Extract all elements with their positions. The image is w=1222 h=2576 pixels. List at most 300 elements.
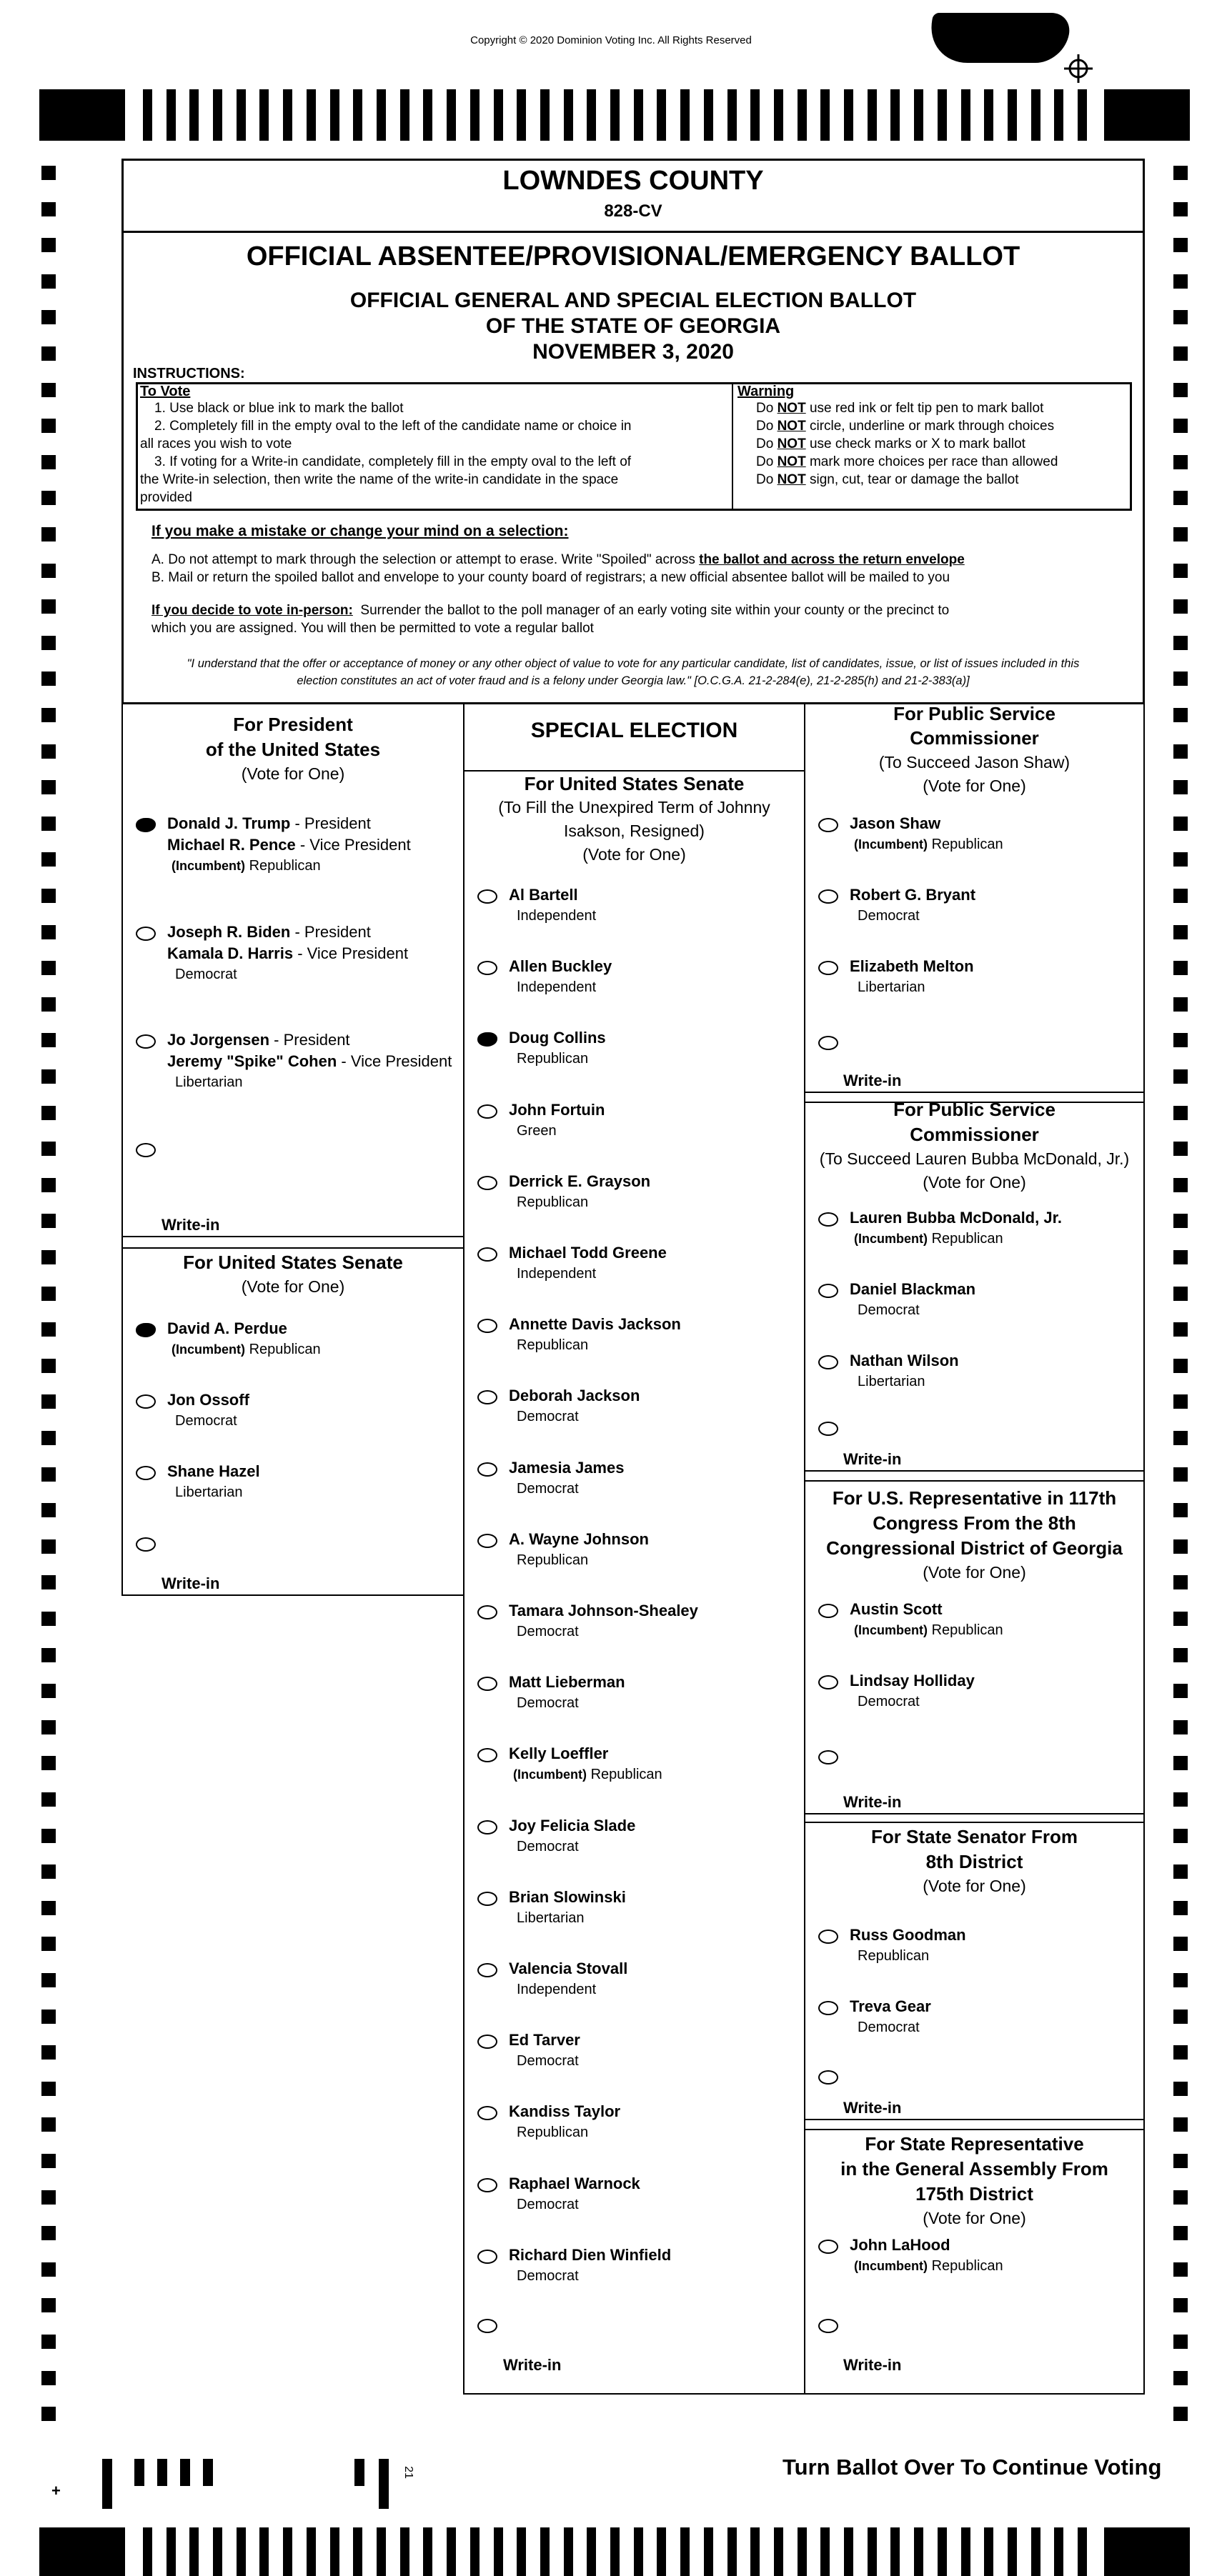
party-treva-gear: Democrat xyxy=(858,2020,920,2036)
vote-oval-kandiss-taylor[interactable] xyxy=(477,2106,497,2120)
side-mark xyxy=(1173,599,1188,614)
to-vote-2b: all races you wish to vote xyxy=(140,436,292,451)
side-mark xyxy=(41,1973,56,1987)
party-jorgensen: Libertarian xyxy=(175,1074,243,1090)
side-mark xyxy=(1173,238,1188,252)
timing-bar xyxy=(237,89,246,141)
side-mark xyxy=(1173,997,1188,1012)
vote-oval-nathan-wilson[interactable] xyxy=(818,1355,838,1369)
state-rep-vote-for: (Vote for One) xyxy=(923,2209,1026,2227)
candidate-deborah-jackson: Deborah Jackson xyxy=(509,1387,640,1405)
timing-bar xyxy=(330,89,339,141)
timing-block xyxy=(1104,2527,1190,2576)
timing-bar xyxy=(820,89,830,141)
timing-bar xyxy=(167,89,176,141)
side-mark xyxy=(41,1648,56,1662)
timing-bar xyxy=(283,89,292,141)
side-mark xyxy=(41,1322,56,1337)
timing-bar xyxy=(1078,2527,1087,2576)
side-mark xyxy=(41,1937,56,1951)
timing-bar xyxy=(610,2527,620,2576)
vote-oval-jamesia-james[interactable] xyxy=(477,1462,497,1477)
mistake-heading: If you make a mistake or change your mind on a selection: xyxy=(151,523,569,539)
vote-oval-annette-davis-jackson[interactable] xyxy=(477,1319,497,1333)
vote-oval-biden[interactable] xyxy=(136,927,156,941)
timing-bar xyxy=(587,89,596,141)
timing-bar xyxy=(680,89,690,141)
warning-item: Do NOT use check marks or X to mark ballot xyxy=(756,436,1025,451)
vote-oval-elizabeth-melton[interactable] xyxy=(818,961,838,975)
party-lindsay-holliday: Democrat xyxy=(858,1694,920,1710)
running-mate-cohen: Jeremy "Spike" Cohen - Vice President xyxy=(167,1052,452,1070)
party-deborah-jackson: Democrat xyxy=(517,1409,579,1425)
senate-vote-for: (Vote for One) xyxy=(241,1277,345,1296)
side-mark xyxy=(1173,202,1188,216)
party-valencia-stovall: Independent xyxy=(517,1982,597,1997)
side-mark xyxy=(1173,1142,1188,1156)
party-trump: (Incumbent) Republican xyxy=(172,858,321,874)
president-title-2: of the United States xyxy=(205,739,381,760)
timing-bar xyxy=(400,2527,409,2576)
vote-oval-kelly-loeffler[interactable] xyxy=(477,1748,497,1762)
side-mark xyxy=(1173,961,1188,975)
vote-oval-austin-scott[interactable] xyxy=(818,1604,838,1618)
vote-oval-russ-goodman[interactable] xyxy=(818,1929,838,1944)
scan-artifact xyxy=(925,13,1073,63)
timing-bar xyxy=(143,2527,152,2576)
side-mark xyxy=(41,2010,56,2024)
vote-oval-john-lahood[interactable] xyxy=(818,2240,838,2254)
special-senate-subtitle-1: (To Fill the Unexpired Term of Johnny xyxy=(498,798,770,817)
side-mark xyxy=(41,238,56,252)
side-mark xyxy=(41,383,56,397)
timing-bar xyxy=(610,89,620,141)
side-mark xyxy=(1173,780,1188,794)
side-mark xyxy=(1173,1792,1188,1807)
side-mark xyxy=(1173,636,1188,650)
vote-oval-treva-gear[interactable] xyxy=(818,2001,838,2015)
timing-bar xyxy=(540,2527,550,2576)
side-mark xyxy=(41,780,56,794)
candidate-russ-goodman: Russ Goodman xyxy=(850,1926,966,1944)
psc1-title-1: For Public Service xyxy=(893,703,1055,724)
vote-oval-valencia-stovall[interactable] xyxy=(477,1963,497,1977)
candidate-daniel-blackman: Daniel Blackman xyxy=(850,1280,976,1299)
candidate-john-lahood: John LaHood xyxy=(850,2236,950,2254)
party-raphael-warnock: Democrat xyxy=(517,2196,579,2212)
vote-oval-joy-felicia-slade[interactable] xyxy=(477,1820,497,1834)
vote-oval-deborah-jackson[interactable] xyxy=(477,1390,497,1404)
side-mark xyxy=(41,1214,56,1228)
congress-title-1: For U.S. Representative in 117th xyxy=(832,1487,1117,1509)
ballot-code: 828-CV xyxy=(604,201,662,221)
psc2-vote-for: (Vote for One) xyxy=(923,1173,1026,1192)
party-annette-davis-jackson: Republican xyxy=(517,1337,589,1354)
vote-oval-al-bartell[interactable] xyxy=(477,889,497,904)
running-mate-harris: Kamala D. Harris - Vice President xyxy=(167,944,409,962)
mistake-a: A. Do not attempt to mark through the selection or attempt to erase. Write "Spoiled" across the ballot and across the return envelope xyxy=(151,552,965,567)
side-mark xyxy=(41,1250,56,1264)
party-lauren-bubba-mcdonald-jr: (Incumbent) Republican xyxy=(854,1231,1003,1247)
candidate-elizabeth-melton: Elizabeth Melton xyxy=(850,957,974,976)
senate-title: For United States Senate xyxy=(183,1252,403,1273)
party-joy-felicia-slade: Democrat xyxy=(517,1838,579,1854)
side-mark xyxy=(1173,2010,1188,2024)
warning-item: Do NOT circle, underline or mark through choices xyxy=(756,419,1055,434)
footer-mark xyxy=(354,2459,364,2486)
party-allen-buckley: Independent xyxy=(517,979,597,996)
timing-bar xyxy=(353,89,362,141)
timing-block xyxy=(39,89,125,141)
party-al-bartell: Independent xyxy=(517,908,597,924)
party-ossoff: Democrat xyxy=(175,1413,237,1429)
candidate-tamara-johnson-shealey: Tamara Johnson-Shealey xyxy=(509,1602,698,1619)
side-mark xyxy=(1173,2262,1188,2277)
side-mark xyxy=(1173,1937,1188,1951)
psc2-subtitle: (To Succeed Lauren Bubba McDonald, Jr.) xyxy=(819,1149,1130,1168)
side-mark xyxy=(41,2298,56,2312)
crosshair-icon xyxy=(1061,51,1096,86)
timing-bar xyxy=(914,2527,923,2576)
election-line-2: OF THE STATE OF GEORGIA xyxy=(485,314,781,338)
footer-mark xyxy=(180,2459,190,2486)
side-mark xyxy=(1173,1648,1188,1662)
timing-bar xyxy=(470,2527,480,2576)
side-mark xyxy=(41,2371,56,2385)
vote-oval-michael-todd-greene[interactable] xyxy=(477,1247,497,1262)
candidate-a-wayne-johnson: A. Wayne Johnson xyxy=(509,1529,649,1548)
timing-bar xyxy=(237,2527,246,2576)
side-mark xyxy=(41,1720,56,1734)
vote-oval-trump[interactable] xyxy=(136,818,156,832)
timing-bar xyxy=(634,89,643,141)
party-kelly-loeffler: (Incumbent) Republican xyxy=(513,1767,662,1783)
vote-oval-senate-writein[interactable] xyxy=(136,1537,156,1552)
timing-bar xyxy=(844,2527,853,2576)
timing-bar xyxy=(540,89,550,141)
timing-bar xyxy=(657,89,666,141)
timing-bar xyxy=(564,89,573,141)
candidate-derrick-e-grayson: Derrick E. Grayson xyxy=(509,1172,651,1190)
timing-block xyxy=(1104,89,1190,141)
timing-bar xyxy=(353,2527,362,2576)
candidate-treva-gear: Treva Gear xyxy=(850,1997,931,2016)
candidate-valencia-stovall: Valencia Stovall xyxy=(509,1960,628,1977)
side-mark xyxy=(41,202,56,216)
candidate-kandiss-taylor: Kandiss Taylor xyxy=(509,2102,621,2121)
party-tamara-johnson-shealey: Democrat xyxy=(517,1624,579,1639)
timing-bar xyxy=(798,89,807,141)
side-mark xyxy=(41,925,56,939)
side-mark xyxy=(1173,708,1188,722)
vote-oval-richard-dien-winfield[interactable] xyxy=(477,2250,497,2264)
timing-bar xyxy=(680,2527,690,2576)
candidate-annette-davis-jackson: Annette Davis Jackson xyxy=(509,1315,681,1334)
party-doug-collins: Republican xyxy=(517,1051,589,1067)
candidate-perdue: David A. Perdue xyxy=(167,1319,287,1337)
party-ed-tarver: Democrat xyxy=(517,2053,579,2070)
timing-bar xyxy=(774,2527,783,2576)
plus-mark: + xyxy=(51,2482,61,2500)
psc1-title-2: Commissioner xyxy=(910,727,1039,749)
timing-bar xyxy=(377,89,386,141)
side-mark xyxy=(41,2407,56,2421)
vote-oval-lindsay-holliday[interactable] xyxy=(818,1675,838,1689)
vote-oval-hazel[interactable] xyxy=(136,1466,156,1480)
timing-bar xyxy=(1031,2527,1040,2576)
side-mark xyxy=(41,1069,56,1084)
side-mark xyxy=(41,491,56,505)
timing-bar xyxy=(914,89,923,141)
vote-oval-perdue[interactable] xyxy=(136,1323,156,1337)
timing-bar xyxy=(447,89,456,141)
timing-bar xyxy=(634,2527,643,2576)
party-austin-scott: (Incumbent) Republican xyxy=(854,1622,1003,1638)
to-vote-1: 1. Use black or blue ink to mark the ballot xyxy=(154,401,404,416)
to-vote-3c: provided xyxy=(140,490,192,505)
side-mark xyxy=(41,1503,56,1517)
vote-oval-jason-shaw[interactable] xyxy=(818,818,838,832)
vote-oval-allen-buckley[interactable] xyxy=(477,961,497,975)
timing-bar xyxy=(259,2527,269,2576)
party-russ-goodman: Republican xyxy=(858,1948,930,1964)
special-senate-title: For United States Senate xyxy=(524,773,745,794)
side-mark xyxy=(41,1612,56,1626)
side-mark xyxy=(41,2190,56,2205)
special-writein-label: Write-in xyxy=(503,2356,562,2374)
timing-bar xyxy=(727,2527,737,2576)
psc1-vote-for: (Vote for One) xyxy=(923,777,1026,795)
page-mark: 21 xyxy=(402,2466,414,2479)
timing-bar xyxy=(1008,89,1017,141)
timing-bar xyxy=(868,89,877,141)
vote-oval-brian-slowinski[interactable] xyxy=(477,1892,497,1906)
party-matt-lieberman: Democrat xyxy=(517,1695,579,1712)
party-robert-g-bryant: Democrat xyxy=(858,908,920,924)
to-vote-2: 2. Completely fill in the empty oval to the left of the candidate name or choice in xyxy=(154,419,632,434)
side-mark xyxy=(41,1684,56,1698)
side-mark xyxy=(1173,1033,1188,1047)
timing-bar xyxy=(750,89,760,141)
timing-bar xyxy=(307,2527,316,2576)
side-mark xyxy=(1173,1539,1188,1554)
side-mark xyxy=(1173,925,1188,939)
party-derrick-e-grayson: Republican xyxy=(517,1194,589,1210)
side-mark xyxy=(1173,1250,1188,1264)
party-nathan-wilson: Libertarian xyxy=(858,1374,925,1390)
in-person-text-2: which you are assigned. You will then be permitted to vote a regular ballot xyxy=(151,621,594,636)
party-jamesia-james: Democrat xyxy=(517,1480,579,1497)
county-name: LOWNDES COUNTY xyxy=(502,166,764,196)
vote-oval-ed-tarver[interactable] xyxy=(477,2035,497,2049)
state-senate-title-1: For State Senator From xyxy=(871,1826,1078,1847)
state-rep-title-2: in the General Assembly From xyxy=(840,2158,1108,2180)
side-mark xyxy=(1173,817,1188,831)
side-mark xyxy=(1173,2190,1188,2205)
side-mark xyxy=(1173,1106,1188,1120)
to-vote-3b: the Write-in selection, then write the name of the write-in candidate in the space xyxy=(140,472,619,487)
timing-bar xyxy=(517,89,526,141)
side-mark xyxy=(1173,744,1188,759)
candidate-jamesia-james: Jamesia James xyxy=(509,1458,625,1477)
senate-writein-label: Write-in xyxy=(162,1574,220,1592)
side-mark xyxy=(1173,2082,1188,2096)
state-rep-title-3: 175th District xyxy=(915,2183,1033,2205)
copyright-notice: Copyright © 2020 Dominion Voting Inc. All Rights Reserved xyxy=(470,34,752,46)
side-mark xyxy=(1173,1178,1188,1192)
side-mark xyxy=(41,564,56,578)
vote-oval-tamara-johnson-shealey[interactable] xyxy=(477,1605,497,1619)
side-mark xyxy=(1173,2045,1188,2060)
timing-bar xyxy=(657,2527,666,2576)
state-senate-title-2: 8th District xyxy=(925,1851,1023,1872)
side-mark xyxy=(1173,1069,1188,1084)
side-mark xyxy=(1173,1612,1188,1626)
vote-oval-doug-collins[interactable] xyxy=(477,1032,497,1047)
timing-bar xyxy=(798,2527,807,2576)
vote-oval-jorgensen[interactable] xyxy=(136,1034,156,1049)
vote-oval-a-wayne-johnson[interactable] xyxy=(477,1534,497,1548)
psc2-title-1: For Public Service xyxy=(893,1099,1055,1120)
side-mark xyxy=(1173,1756,1188,1770)
party-hazel: Libertarian xyxy=(175,1484,243,1500)
timing-bar xyxy=(704,2527,713,2576)
vote-oval-president-writein[interactable] xyxy=(136,1143,156,1157)
side-mark xyxy=(1173,1684,1188,1698)
timing-bar xyxy=(890,89,900,141)
timing-bar xyxy=(938,2527,947,2576)
vote-oval-robert-g-bryant[interactable] xyxy=(818,889,838,904)
timing-bar xyxy=(307,89,316,141)
vote-oval-daniel-blackman[interactable] xyxy=(818,1284,838,1298)
side-mark xyxy=(1173,1467,1188,1482)
side-mark xyxy=(1173,166,1188,180)
side-mark xyxy=(1173,852,1188,867)
side-mark xyxy=(41,1359,56,1373)
side-mark xyxy=(41,1394,56,1409)
vote-oval-psc2-writein[interactable] xyxy=(818,1422,838,1436)
footer-mark xyxy=(379,2459,389,2509)
congress-title-2: Congress From the 8th xyxy=(873,1512,1076,1534)
timing-bar xyxy=(750,2527,760,2576)
candidate-lindsay-holliday: Lindsay Holliday xyxy=(850,1672,975,1690)
side-mark xyxy=(41,310,56,324)
side-mark xyxy=(1173,1431,1188,1445)
side-mark xyxy=(1173,1829,1188,1843)
timing-bar xyxy=(283,2527,292,2576)
timing-bar xyxy=(517,2527,526,2576)
timing-bar xyxy=(189,89,199,141)
side-mark xyxy=(41,889,56,903)
timing-bar xyxy=(1054,2527,1063,2576)
special-election-heading: SPECIAL ELECTION xyxy=(530,719,738,742)
president-vote-for: (Vote for One) xyxy=(241,764,345,783)
footer-mark xyxy=(134,2459,144,2486)
vote-oval-state-rep-writein[interactable] xyxy=(818,2319,838,2333)
candidate-jorgensen: Jo Jorgensen - President xyxy=(167,1031,350,1049)
timing-bar xyxy=(377,2527,386,2576)
side-mark xyxy=(1173,889,1188,903)
congress-title-3: Congressional District of Georgia xyxy=(826,1537,1123,1559)
congress-vote-for: (Vote for One) xyxy=(923,1563,1026,1582)
candidate-trump: Donald J. Trump - President xyxy=(167,814,371,832)
side-mark xyxy=(41,1287,56,1301)
timing-bar xyxy=(774,89,783,141)
candidate-ossoff: Jon Ossoff xyxy=(167,1391,249,1409)
vote-oval-congress-writein[interactable] xyxy=(818,1750,838,1764)
timing-bar xyxy=(844,89,853,141)
side-mark xyxy=(1173,1503,1188,1517)
footer-mark xyxy=(157,2459,167,2486)
side-mark xyxy=(41,1106,56,1120)
candidate-ed-tarver: Ed Tarver xyxy=(509,2031,580,2050)
party-john-lahood: (Incumbent) Republican xyxy=(854,2258,1003,2274)
warning-heading: Warning xyxy=(737,384,795,399)
vote-oval-matt-lieberman[interactable] xyxy=(477,1677,497,1691)
side-mark xyxy=(1173,1394,1188,1409)
timing-bar xyxy=(704,89,713,141)
vote-oval-john-fortuin[interactable] xyxy=(477,1104,497,1119)
vote-oval-derrick-e-grayson[interactable] xyxy=(477,1176,497,1190)
timing-bar xyxy=(423,2527,432,2576)
candidate-joy-felicia-slade: Joy Felicia Slade xyxy=(509,1816,636,1834)
vote-oval-lauren-bubba-mcdonald-jr[interactable] xyxy=(818,1212,838,1227)
timing-bar xyxy=(820,2527,830,2576)
timing-bar xyxy=(727,89,737,141)
candidate-jason-shaw: Jason Shaw xyxy=(850,814,941,832)
candidate-john-fortuin: John Fortuin xyxy=(509,1100,605,1119)
psc2-title-2: Commissioner xyxy=(910,1124,1039,1145)
candidate-nathan-wilson: Nathan Wilson xyxy=(850,1352,959,1370)
legal-notice-1: "I understand that the offer or acceptance of money or any other object of value to vote for any particular candidate, list of candidates, issue, or list of issues included in this xyxy=(187,657,1080,670)
president-writein-label: Write-in xyxy=(162,1216,220,1234)
side-mark xyxy=(41,961,56,975)
candidate-kelly-loeffler: Kelly Loeffler xyxy=(509,1744,609,1763)
party-elizabeth-melton: Libertarian xyxy=(858,979,925,996)
vote-oval-raphael-warnock[interactable] xyxy=(477,2178,497,2192)
vote-oval-special-writein[interactable] xyxy=(477,2319,497,2333)
timing-bar xyxy=(494,89,503,141)
side-mark xyxy=(1173,1214,1188,1228)
turn-over-notice: Turn Ballot Over To Continue Voting xyxy=(783,2455,1162,2480)
special-senate-subtitle-2: Isakson, Resigned) xyxy=(564,822,705,840)
candidate-matt-lieberman: Matt Lieberman xyxy=(509,1673,625,1692)
candidate-lauren-bubba-mcdonald-jr: Lauren Bubba McDonald, Jr. xyxy=(850,1209,1063,1227)
to-vote-heading: To Vote xyxy=(140,384,191,399)
party-a-wayne-johnson: Republican xyxy=(517,1552,589,1568)
candidate-hazel: Shane Hazel xyxy=(167,1462,260,1480)
side-mark xyxy=(41,455,56,469)
timing-bar xyxy=(494,2527,503,2576)
election-line-1: OFFICIAL GENERAL AND SPECIAL ELECTION BALLOT xyxy=(349,289,917,312)
side-mark xyxy=(1173,455,1188,469)
side-mark xyxy=(41,744,56,759)
side-mark xyxy=(1173,2335,1188,2349)
candidate-brian-slowinski: Brian Slowinski xyxy=(509,1887,626,1906)
side-mark xyxy=(1173,2371,1188,2385)
instructions-label: INSTRUCTIONS: xyxy=(133,366,245,381)
election-date: NOVEMBER 3, 2020 xyxy=(532,340,734,364)
state-rep-writein-label: Write-in xyxy=(843,2356,902,2374)
candidate-al-bartell: Al Bartell xyxy=(509,886,578,904)
vote-oval-state-senate-writein[interactable] xyxy=(818,2070,838,2085)
vote-oval-ossoff[interactable] xyxy=(136,1394,156,1409)
side-mark xyxy=(41,1756,56,1770)
side-mark xyxy=(41,2226,56,2240)
warning-item: Do NOT mark more choices per race than allowed xyxy=(756,454,1058,469)
vote-oval-psc1-writein[interactable] xyxy=(818,1036,838,1050)
side-mark xyxy=(41,636,56,650)
